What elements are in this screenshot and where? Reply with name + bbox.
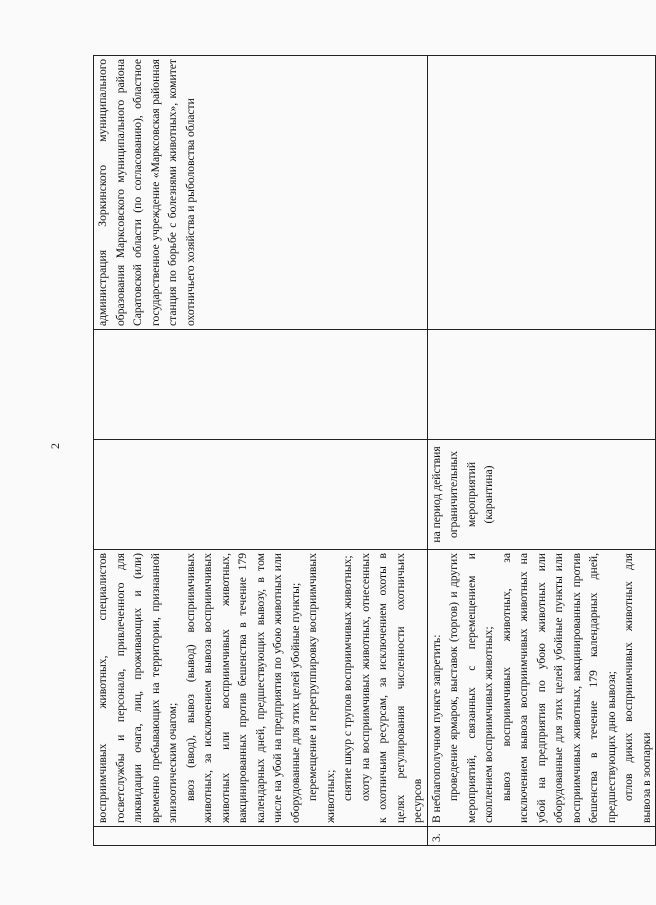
measure-text: ввоз (ввод), вывоз (вывод) восприимчивых животных, за исключением вывоза восприимчивых животных или восприимчивых животных, вакцинированных против бешенства в течение 179 календарных дней, предшествующих вывозу, в том числе на убой на предприятия по убою животных или оборудованные для этих целей убойные пункты; [183, 553, 302, 823]
measure-text: снятие шкур с трупов восприимчивых животных; [341, 555, 354, 801]
responsible-cell [427, 56, 656, 330]
measure-text: перемещение и перегруппировку восприимчивых животных; [306, 553, 337, 823]
measure-text: отлов диких восприимчивых животных для вывоза в зоопарки [622, 553, 653, 823]
unit-cell [427, 330, 656, 440]
document-table-rotated [93, 56, 653, 846]
measure-text: восприимчивых животных, специалистов госветслужбы и персонала, привлеченного для ликвидации очага, лиц, проживающих и (или) временно пребывающих на территории, признанной эпизоотическим очагом; [96, 553, 179, 823]
measures-cell [427, 550, 656, 827]
table-row [427, 56, 656, 846]
unit-cell [94, 330, 428, 440]
measures-cell [94, 550, 428, 827]
row-number [94, 827, 428, 846]
measure-text: охоту на восприимчивых животных, отнесенных к охотничьим ресурсам, за исключением охоты в целях регулирования численности охотничьих ресурсов [358, 553, 424, 823]
page-number: 2 [48, 443, 62, 449]
measure-text: проведение ярмарок, выставок (торгов) и других мероприятий, связанных с перемещением и скоплением восприимчивых животных; [447, 553, 495, 823]
responsible-cell: администрация Зоркинского муниципального образования Марксовского муниципального района Саратовской области (по согласованию), областное государственное учреждение «Марксовская районная станция по борьбе с болезнями животных», комитет охотничьего хозяйства и рыболовства области [94, 56, 428, 330]
table-row [94, 56, 428, 846]
measure-text: В неблагополучном пункте запретить: [429, 634, 443, 823]
measures-table [93, 55, 656, 846]
measure-text: вывоз восприимчивых животных, за исключением вывоза восприимчивых животных на убой на предприятия по убою животных или оборудованные для этих целей убойные пункты или восприимчивых животных, вакцинированных против бешенства в течение 179 календарных дней, предшествующих дню вывоза; [499, 553, 618, 823]
row-number: 3. [427, 827, 656, 846]
period-cell: на период действия ограничительных мероприятий (карантина) [427, 440, 656, 550]
period-cell [94, 440, 428, 550]
